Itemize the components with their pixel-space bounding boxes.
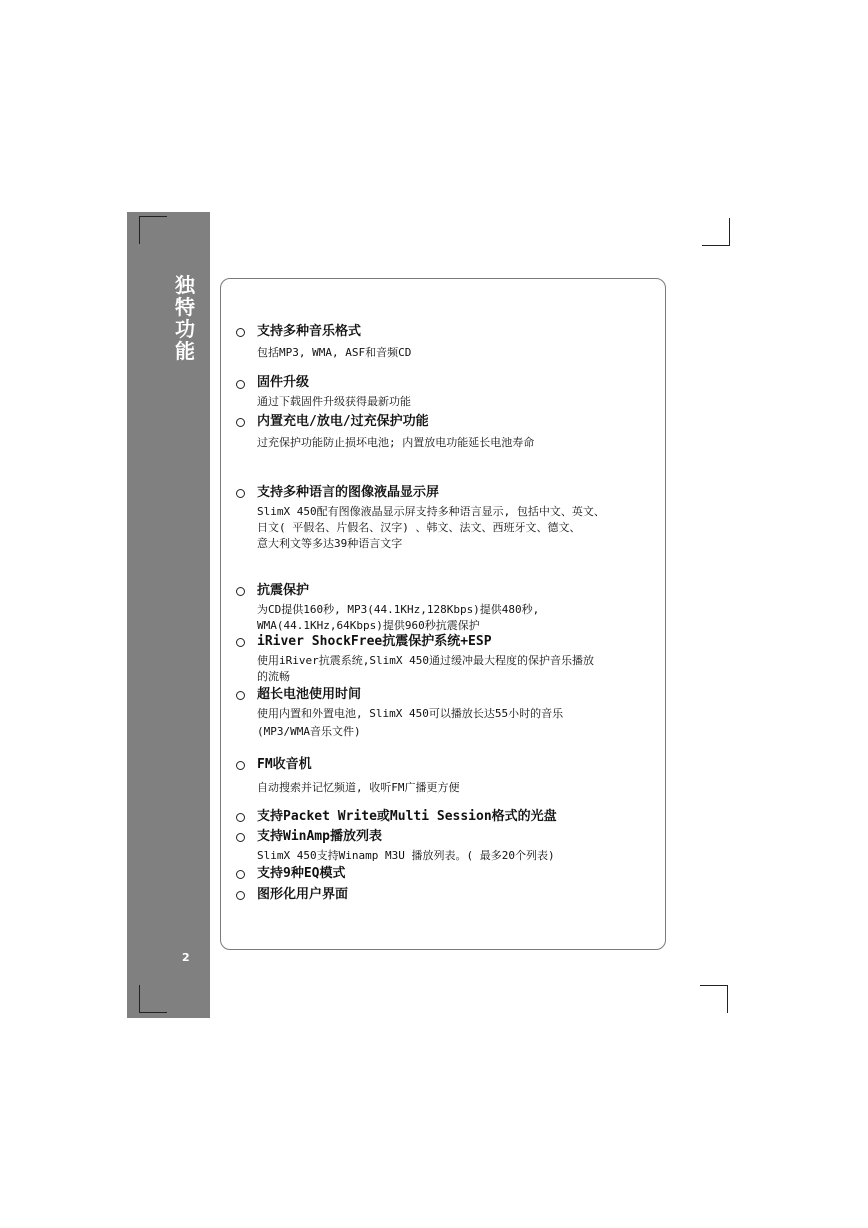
- bullet-icon: [236, 380, 245, 389]
- feature-desc-line: 为CD提供160秒, MP3(44.1KHz,128Kbps)提供480秒,: [257, 603, 540, 616]
- section-title-char: 能: [175, 339, 195, 363]
- feature-desc-line: 的流畅: [257, 670, 290, 683]
- feature-desc-line: 通过下载固件升级获得最新功能: [257, 395, 411, 408]
- feature-title: 支持WinAmp播放列表: [257, 829, 382, 844]
- feature-title: 超长电池使用时间: [257, 687, 362, 702]
- feature-desc-line: 包括MP3, WMA, ASF和音频CD: [257, 346, 412, 359]
- feature-desc-line: SlimX 450配有图像液晶显示屏支持多种语言显示, 包括中文、英文、: [257, 505, 605, 518]
- feature-title: 图形化用户界面: [257, 887, 349, 902]
- feature-title: iRiver ShockFree抗震保护系统+ESP: [257, 634, 492, 649]
- bullet-icon: [236, 833, 245, 842]
- feature-desc-line: 自动搜索并记忆频道, 收听FM广播更方便: [257, 781, 460, 794]
- bullet-icon: [236, 691, 245, 700]
- feature-desc-line: 日文( 平假名、片假名、汉字) 、韩文、法文、西班牙文、德文、: [257, 521, 581, 534]
- feature-title: 抗震保护: [257, 583, 310, 598]
- page-number: 2: [182, 951, 190, 964]
- feature-title: 支持9种EQ模式: [257, 866, 346, 881]
- feature-title: 支持多种音乐格式: [257, 324, 362, 339]
- bullet-icon: [236, 489, 245, 498]
- crop-mark-bottom-left: [139, 985, 167, 1013]
- feature-title: 内置充电/放电/过充保护功能: [257, 414, 429, 429]
- feature-desc-line: 过充保护功能防止损坏电池; 内置放电功能延长电池寿命: [257, 436, 535, 449]
- section-title: [170, 274, 200, 362]
- bullet-icon: [236, 418, 245, 427]
- bullet-icon: [236, 891, 245, 900]
- feature-desc-line: WMA(44.1KHz,64Kbps)提供960秒抗震保护: [257, 619, 480, 632]
- sidebar: [127, 212, 210, 1018]
- feature-desc-line: 使用iRiver抗震系统,SlimX 450通过缓冲最大程度的保护音乐播放: [257, 654, 594, 667]
- feature-desc-line: 使用内置和外置电池, SlimX 450可以播放长达55小时的音乐: [257, 707, 564, 720]
- bullet-icon: [236, 813, 245, 822]
- feature-desc-line: 意大利文等多达39种语言文字: [257, 537, 403, 550]
- feature-title: 支持多种语言的图像液晶显示屏: [257, 485, 440, 500]
- feature-title: FM收音机: [257, 757, 312, 772]
- bullet-icon: [236, 761, 245, 770]
- bullet-icon: [236, 638, 245, 647]
- section-title-char: 特: [175, 295, 195, 319]
- feature-desc-line: (MP3/WMA音乐文件): [257, 725, 361, 738]
- section-title-char: 独: [175, 273, 195, 297]
- feature-title: 支持Packet Write或Multi Session格式的光盘: [257, 809, 557, 824]
- section-title-char: 功: [175, 317, 195, 341]
- bullet-icon: [236, 870, 245, 879]
- feature-title: 固件升级: [257, 375, 310, 390]
- bullet-icon: [236, 328, 245, 337]
- bullet-icon: [236, 587, 245, 596]
- feature-desc-line: SlimX 450支持Winamp M3U 播放列表。( 最多20个列表): [257, 849, 555, 862]
- crop-mark-top-left: [139, 216, 167, 244]
- crop-mark-top-right: [702, 218, 730, 246]
- crop-mark-bottom-right: [700, 985, 728, 1013]
